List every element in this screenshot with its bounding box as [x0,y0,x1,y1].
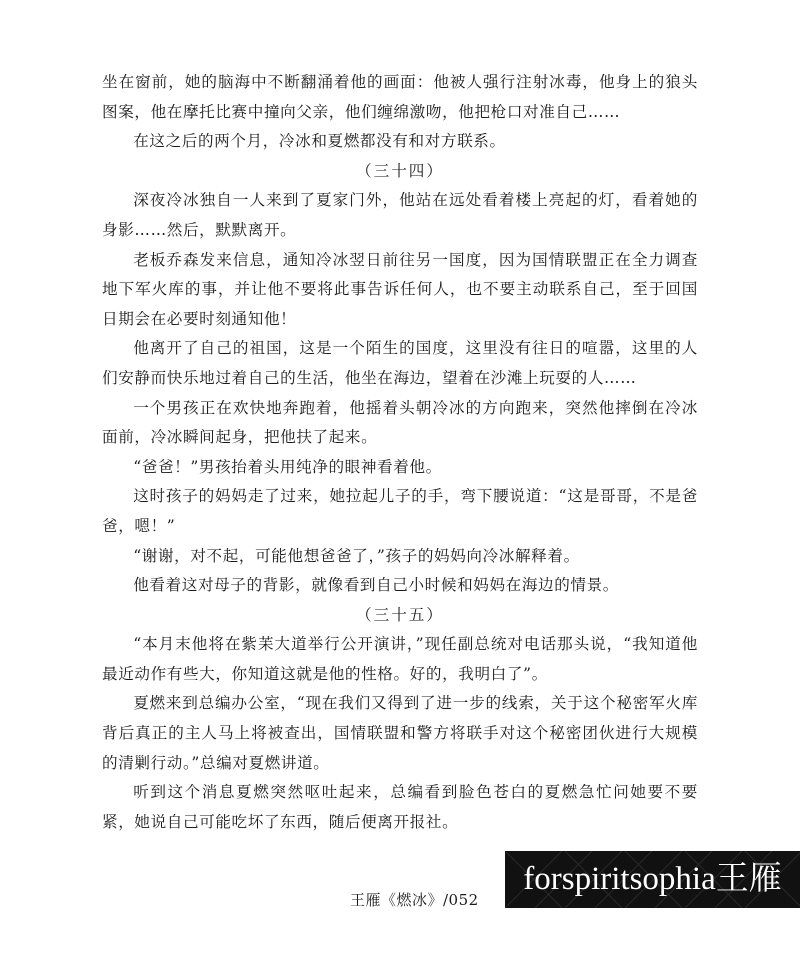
paragraph: 他离开了自己的祖国，这是一个陌生的国度，这里没有往日的喧嚣，这里的人们安静而快乐地过着自己的生活，他坐在海边，望着在沙滩上玩耍的人…… [102,339,698,387]
paragraph: 深夜冷冰独自一人来到了夏家门外，他站在远处看着楼上亮起的灯，看着她的身影……然后，默默离开。 [102,191,698,239]
paragraph: 他看着这对母子的背影，就像看到自己小时候和妈妈在海边的情景。 [133,576,620,595]
page-footer: 王雁《燃冰》/052 [350,891,479,909]
paragraph: 坐在窗前，她的脑海中不断翻涌着他的画面：他被人强行注射冰毒，他身上的狼头图案，他在摩托比赛中撞向父亲，他们缠绵激吻，他把枪口对准自己…… [102,73,698,121]
paragraph: 听到这个消息夏燃突然呕吐起来，总编看到脸色苍白的夏燃急忙问她要不要紧，她说自己可能吃坏了东西，随后便离开报社。 [102,783,698,831]
paragraph: “爸爸！”男孩抬着头用纯净的眼神看着他。 [133,457,442,476]
chapter-heading: （三十五） [356,605,444,624]
watermark-text: forspiritsophia王雁 [523,861,782,897]
paragraph: 夏燃来到总编办公室，“现在我们又得到了进一步的线索，关于这个秘密军火库背后真正的主人马上将被查出，国情联盟和警方将联手对这个秘密团伙进行大规模的清剿行动。”总编对夏燃讲道。 [102,694,698,772]
watermark-banner [505,851,800,908]
chapter-heading: （三十四） [356,161,444,180]
body-text [102,68,698,837]
paragraph: “谢谢，对不起，可能他想爸爸了，”孩子的妈妈向冷冰解释着。 [133,546,580,565]
paragraph: “本月末他将在紫苿大道举行公开演讲，”现任副总统对电话那头说，“我知道他最近动作有些大，你知道这就是他的性格。好的，我明白了”。 [102,635,698,683]
paragraph: 一个男孩正在欢快地奔跑着，他摇着头朝冷冰的方向跑来，突然他摔倒在冷冰面前，冷冰瞬间起身，把他扶了起来。 [102,398,698,447]
paragraph: 老板乔森发来信息，通知冷冰翌日前往另一国度，因为国情联盟正在全力调查地下军火库的事，并让他不要将此事告诉任何人，也不要主动联系自己，至于回国日期会在必要时刻通知他！ [102,250,698,328]
paragraph: 在这之后的两个月，冷冰和夏燃都没有和对方联系。 [133,132,506,151]
paragraph: 这时孩子的妈妈走了过来，她拉起儿子的手，弯下腰说道：“这是哥哥，不是爸爸，嗯！” [102,487,698,535]
